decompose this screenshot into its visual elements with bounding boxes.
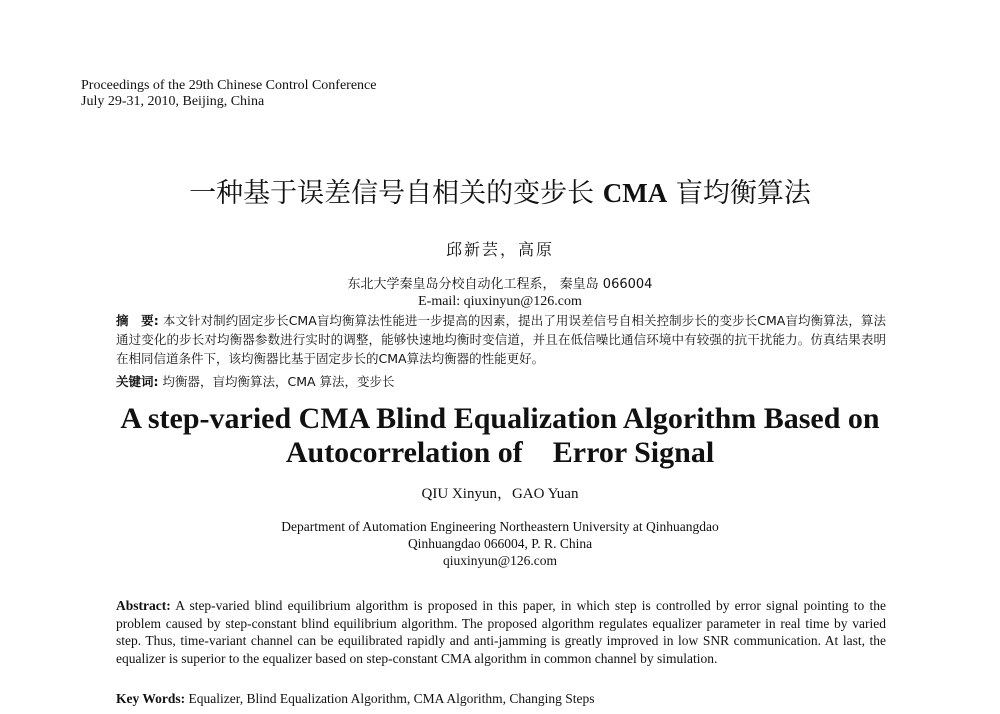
chinese-title-suffix: 盲均衡算法 — [667, 178, 811, 209]
conference-date-location: July 29-31, 2010, Beijing, China — [81, 94, 265, 109]
english-affiliation — [0, 518, 1000, 569]
english-keywords — [116, 690, 886, 708]
chinese-keywords-text: 均衡器，盲均衡算法，CMA 算法，变步长 — [162, 374, 395, 389]
chinese-abstract-text: 本文针对制约固定步长CMA盲均衡算法性能进一步提高的因素，提出了用误差信号自相关控制步长的变步长CMA盲均衡算法，算法通过变化的步长对均衡器参数进行实时的调整，能够快速地均衡时变信道，并且在低信噪比通信环境中有较强的抗干扰能力。仿真结果表明在相同信道条件下，该均衡器比基于固定步长的CMA算法均衡器的性能更好。 — [116, 313, 887, 366]
chinese-email: E-mail: qiuxinyun@126.com — [418, 294, 582, 309]
conference-name: Proceedings of the 29th Chinese Control Conference — [81, 78, 377, 93]
english-title-line1: A step-varied CMA Blind Equalization Algorithm Based on — [120, 402, 880, 435]
chinese-abstract-label: 摘 要: — [116, 313, 159, 328]
english-affiliation-email: qiuxinyun@126.com — [442, 553, 558, 568]
chinese-keywords — [116, 372, 886, 392]
english-abstract — [116, 597, 886, 667]
english-affiliation-address: Qinhuangdao 066004, P. R. China — [407, 536, 593, 551]
english-affiliation-department: Department of Automation Engineering Northeastern University at Qinhuangdao — [281, 519, 719, 534]
english-authors: QIU Xinyun，GAO Yuan — [421, 486, 579, 502]
english-keywords-text: Equalizer, Blind Equalization Algorithm, CMA Algorithm, Changing Steps — [188, 691, 595, 706]
chinese-keywords-label: 关键词: — [116, 374, 159, 389]
english-title — [0, 402, 1000, 470]
chinese-abstract — [116, 311, 886, 368]
english-abstract-text: A step-varied blind equilibrium algorithm is proposed in this paper, in which step is controlled by error signal pointing to the problem caused by step-constant blind equilibrium algorithm. The proposed algorithm regulates equalizer parameter in real time by varied step. Thus, time-variant channel can be equilibrated rapidly and anti-jamming is greatly improved in low SNR communication. At last, the equalizer is superior to the equalizer based on step-constant CMA algorithm in common channel by simulation. — [116, 598, 886, 666]
chinese-title-cma: CMA — [602, 178, 668, 208]
chinese-title — [0, 176, 1000, 211]
conference-header — [81, 78, 376, 110]
english-abstract-label: Abstract: — [116, 598, 171, 613]
chinese-title-prefix: 一种基于误差信号自相关的变步长 — [189, 178, 603, 209]
chinese-authors: 邱新芸，高原 — [445, 240, 554, 259]
chinese-affiliation: 东北大学秦皇岛分校自动化工程系， 秦皇岛 066004 — [347, 277, 653, 292]
english-keywords-label: Key Words: — [116, 691, 186, 706]
english-title-line2: Autocorrelation of Error Signal — [285, 436, 715, 469]
